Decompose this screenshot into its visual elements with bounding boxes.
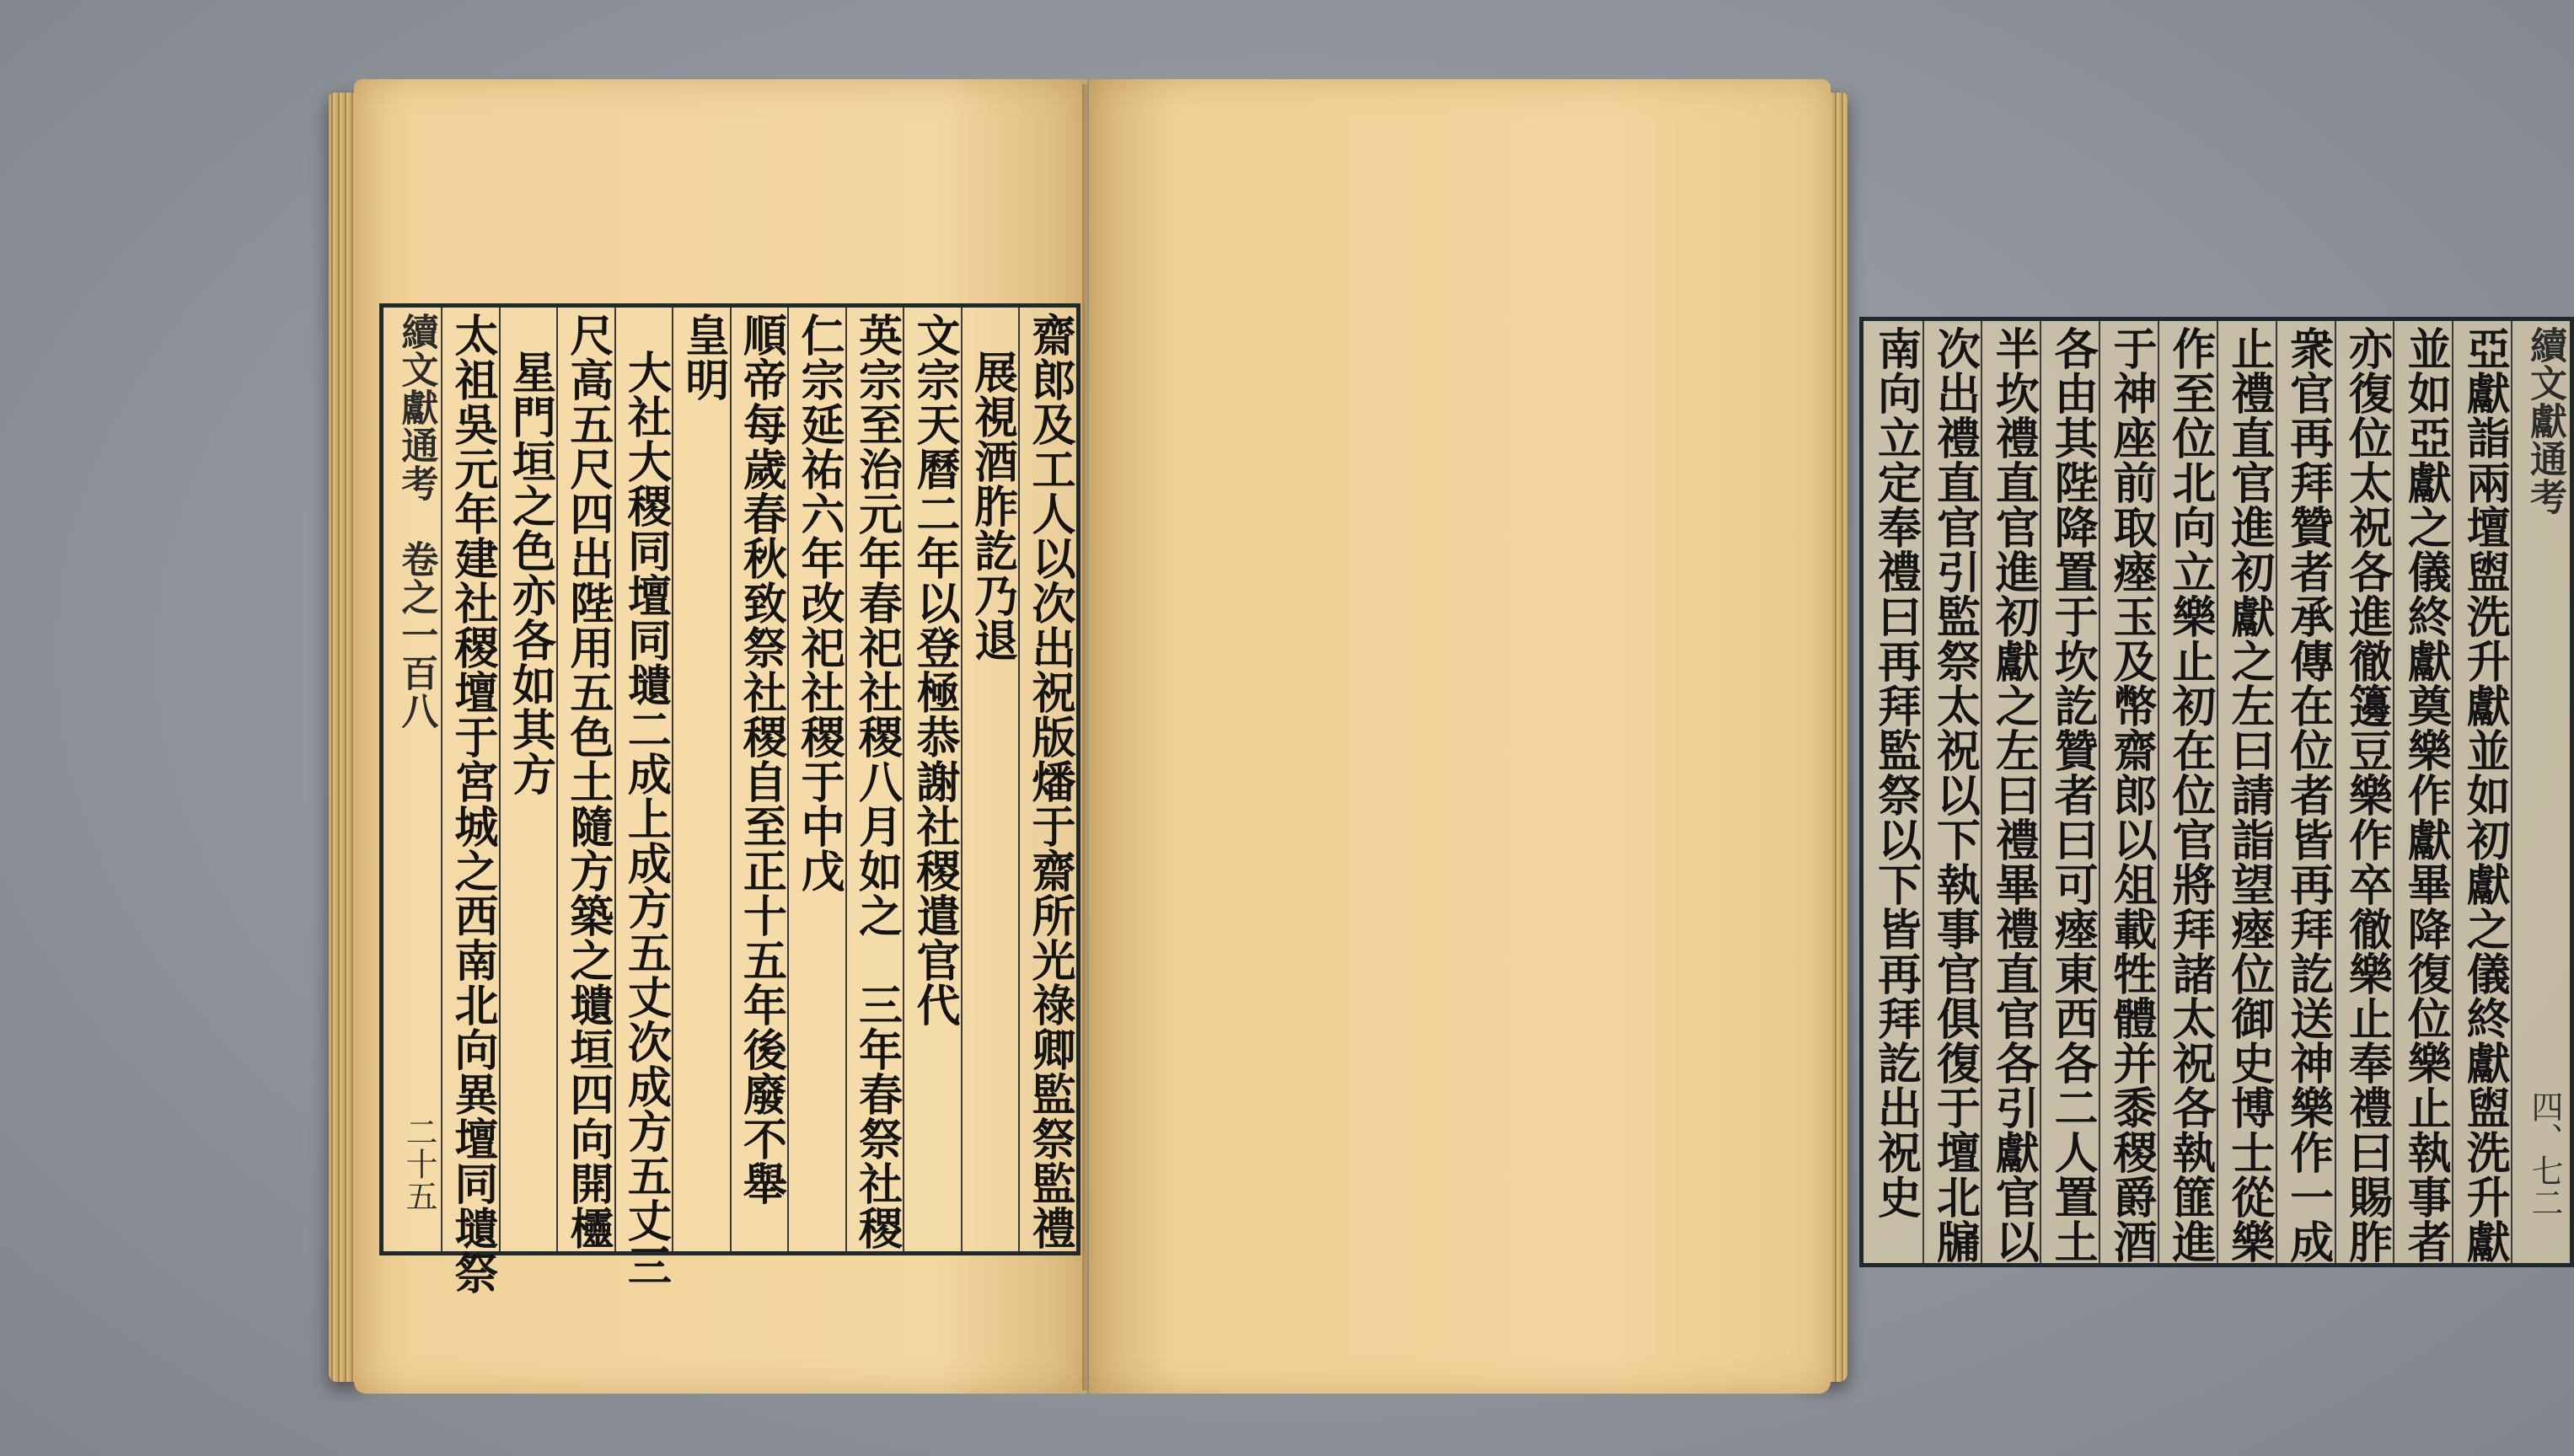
text-column: 順帝每歲春秋致祭社稷自至正十五年後廢不舉 [730, 308, 788, 1251]
text-column: 尺高五尺四出陛用五色土隨方築之壝垣四向開欞 [556, 308, 614, 1251]
text-column: 半坎禮直官進初獻之左曰禮畢禮直官各引獻官以 [1981, 321, 2040, 1263]
margin-title: 續文獻通考 卷之一百八 [394, 313, 438, 730]
margin-title: 續文獻通考 [2511, 321, 2570, 1263]
text-column: 星門垣之色亦各如其方 [499, 308, 557, 1251]
left-text-block [379, 303, 1081, 1295]
text-column: 次出禮直官引監祭太祝以下執事官俱復于壇北牖 [1922, 321, 1981, 1263]
text-column: 大社大稷同壇同壝二成上成方五丈次成方五丈三 [614, 308, 673, 1251]
text-column: 太祖吳元年建社稷壇于宮城之西南北向異壇同壝祭 [441, 308, 499, 1251]
text-column: 于神座前取瘞玉及幣齋郎以俎載牲體并黍稷爵酒 [2099, 321, 2158, 1263]
text-column: 展視酒胙訖乃退 [961, 308, 1019, 1251]
text-column: 並如亞獻之儀終獻奠樂作獻畢降復位樂止執事者 [2393, 321, 2452, 1263]
right-text-block [1859, 317, 2574, 1267]
text-column: 亦復位太祝各進徹籩豆樂作卒徹樂止奉禮曰賜胙 [2335, 321, 2394, 1263]
text-column: 齋郎及工人以次出祝版燔于齋所光祿卿監祭監禮 [1018, 308, 1076, 1251]
left-page [354, 79, 1087, 1394]
text-column: 各由其陛降置于坎訖贊者曰可瘞東西各二人置土 [2040, 321, 2099, 1263]
text-column: 皇明 [672, 308, 730, 1251]
text-column: 作至位北向立樂止初在位官將拜諸太祝各執篚進 [2158, 321, 2217, 1263]
text-column: 亞獻詣兩壇盥洗升獻並如初獻之儀終獻盥洗升獻 [2452, 321, 2511, 1263]
right-page [1089, 79, 2566, 1394]
folio-number: 二十五 [400, 1116, 437, 1212]
open-book [337, 67, 2566, 1399]
text-column: 衆官再拜贊者承傳在位者皆再拜訖送神樂作一成 [2276, 321, 2335, 1263]
text-column: 文宗天曆二年以登極恭謝社稷遣官代 [903, 308, 961, 1251]
text-column: 止禮直官進初獻之左曰請詣望瘞位御史博士從樂 [2217, 321, 2276, 1263]
folio-number: 四、七二 [2526, 1090, 2563, 1218]
text-column: 英宗至治元年春祀社稷八月如之 三年春祭社稷 [845, 308, 904, 1251]
text-column: 南向立定奉禮曰再拜監祭以下皆再拜訖出祝史 [1869, 326, 1922, 1219]
text-column: 仁宗延祐六年改祀社稷于中戊 [787, 308, 845, 1251]
